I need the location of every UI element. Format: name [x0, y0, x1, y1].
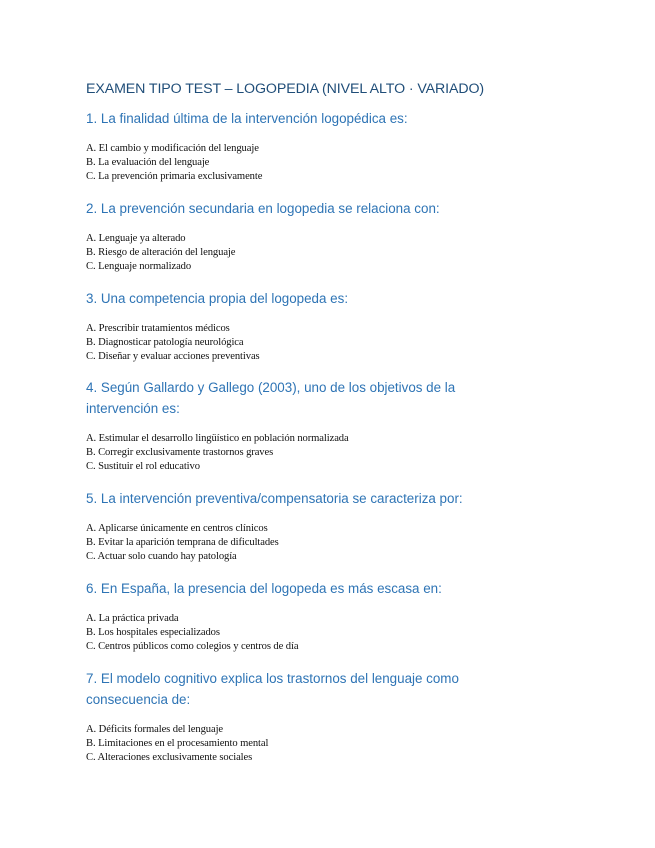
document-title: EXAMEN TIPO TEST – LOGOPEDIA (NIVEL ALTO · VARIADO)	[86, 81, 485, 97]
option-list	[86, 322, 506, 364]
option-a: A. Déficits formales del lenguaje	[86, 724, 224, 735]
question-6	[86, 578, 506, 654]
option-b: B. Evitar la aparición temprana de dificultades	[86, 537, 279, 548]
option-c: C. Actuar solo cuando hay patología	[86, 551, 237, 562]
option-b: B. Los hospitales especializados	[86, 627, 220, 638]
question-1	[86, 108, 506, 184]
option-list	[86, 723, 506, 765]
option-list	[86, 612, 506, 654]
question-text: 2. La prevención secundaria en logopedia se relaciona con:	[86, 201, 440, 216]
option-c: C. La prevención primaria exclusivamente	[86, 171, 263, 182]
option-a: A. El cambio y modificación del lenguaje	[86, 143, 259, 154]
option-c: C. Centros públicos como colegios y centros de día	[86, 641, 299, 652]
option-a: A. Lenguaje ya alterado	[86, 233, 186, 244]
option-a: A. Prescribir tratamientos médicos	[86, 323, 230, 334]
option-list	[86, 142, 506, 184]
option-b: B. Corregir exclusivamente trastornos graves	[86, 447, 274, 458]
option-list	[86, 522, 506, 564]
option-c: C. Sustituir el rol educativo	[86, 461, 200, 472]
question-3	[86, 288, 506, 364]
option-b: B. La evaluación del lenguaje	[86, 157, 210, 168]
option-c: C. Diseñar y evaluar acciones preventivas	[86, 351, 260, 362]
option-c: C. Lenguaje normalizado	[86, 261, 192, 272]
option-b: B. Riesgo de alteración del lenguaje	[86, 247, 236, 258]
option-a: A. Aplicarse únicamente en centros clínicos	[86, 523, 268, 534]
question-5	[86, 488, 506, 564]
question-text: 7. El modelo cognitivo explica los trastornos del lenguaje como consecuencia de:	[86, 671, 459, 707]
question-text: 5. La intervención preventiva/compensatoria se caracteriza por:	[86, 491, 463, 506]
question-text: 4. Según Gallardo y Gallego (2003), uno de los objetivos de la intervención es:	[86, 380, 456, 416]
option-b: B. Limitaciones en el procesamiento mental	[86, 738, 269, 749]
question-7	[86, 668, 506, 765]
question-2	[86, 198, 506, 274]
option-c: C. Alteraciones exclusivamente sociales	[86, 752, 253, 763]
option-a: A. Estimular el desarrollo lingüístico en población normalizada	[86, 433, 349, 444]
option-b: B. Diagnosticar patología neurológica	[86, 337, 244, 348]
question-text: 1. La finalidad última de la intervención logopédica es:	[86, 111, 408, 126]
option-list	[86, 432, 506, 474]
question-text: 3. Una competencia propia del logopeda es:	[86, 291, 349, 306]
option-list	[86, 232, 506, 274]
option-a: A. La práctica privada	[86, 613, 179, 624]
question-4	[86, 377, 506, 474]
question-text: 6. En España, la presencia del logopeda es más escasa en:	[86, 581, 442, 596]
